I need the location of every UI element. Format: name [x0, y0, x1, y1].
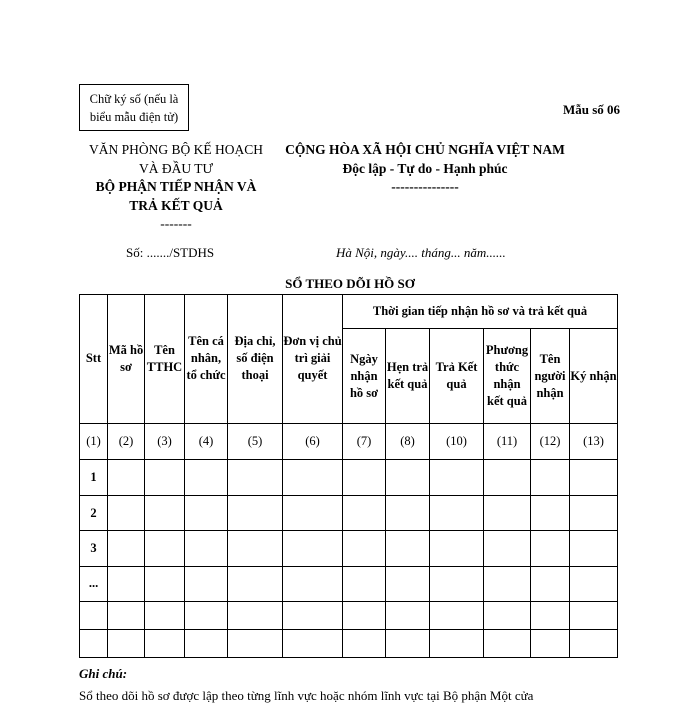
records-ledger-table [79, 294, 618, 658]
table-cell [343, 531, 386, 566]
table-cell [531, 602, 570, 630]
table-cell [145, 460, 185, 495]
agency-line4: TRẢ KẾT QUẢ [129, 197, 223, 213]
table-cell [283, 566, 343, 601]
table-cell [386, 460, 430, 495]
table-cell [430, 630, 484, 658]
header-ky-nhan: Ký nhận [570, 329, 618, 424]
table-cell [343, 602, 386, 630]
table-cell [228, 531, 283, 566]
col-number: (2) [108, 423, 145, 460]
table-cell [386, 531, 430, 566]
table-row [80, 630, 618, 658]
table-cell [145, 495, 185, 530]
col-number: (5) [228, 423, 283, 460]
header-tra-ket-qua: Trả Kết quả [430, 329, 484, 424]
table-cell [531, 495, 570, 530]
signature-box-line1: Chữ ký số (nếu là [89, 91, 179, 106]
row-label: ... [80, 566, 108, 601]
row-label: 1 [80, 460, 108, 495]
table-cell [386, 566, 430, 601]
document-title: SỔ THEO DÕI HỒ SƠ [285, 276, 415, 291]
table-cell [343, 630, 386, 658]
col-number: (7) [343, 423, 386, 460]
document-number: Số: ......./STDHS [126, 245, 215, 260]
table-cell [185, 630, 228, 658]
agency-divider: ------- [160, 216, 192, 231]
table-row [80, 531, 618, 566]
table-cell [108, 630, 145, 658]
table-cell [570, 566, 618, 601]
table-row [80, 602, 618, 630]
table-cell [386, 602, 430, 630]
col-number: (1) [80, 423, 108, 460]
table-cell [484, 602, 531, 630]
table-row [80, 566, 618, 601]
col-number: (13) [570, 423, 618, 460]
table-cell [484, 460, 531, 495]
table-cell [108, 460, 145, 495]
table-cell [108, 531, 145, 566]
table-cell [283, 630, 343, 658]
table-cell [484, 531, 531, 566]
table-cell [570, 460, 618, 495]
nation-motto: Độc lập - Tự do - Hạnh phúc [342, 160, 508, 176]
nation-name: CỘNG HÒA XÃ HỘI CHỦ NGHĨA VIỆT NAM [285, 142, 565, 157]
col-number: (10) [430, 423, 484, 460]
agency-line1: VĂN PHÒNG BỘ KẾ HOẠCH [88, 142, 263, 157]
table-cell [145, 602, 185, 630]
table-cell [108, 566, 145, 601]
digital-signature-box [79, 84, 189, 131]
table-cell [283, 495, 343, 530]
column-number-row [80, 423, 618, 460]
header-don-vi: Đơn vị chủ trì giải quyết [283, 295, 343, 424]
table-cell [430, 566, 484, 601]
header-time-group: Thời gian tiếp nhận hồ sơ và trả kết quả [343, 295, 618, 329]
col-number: (12) [531, 423, 570, 460]
table-row [80, 460, 618, 495]
table-cell [386, 495, 430, 530]
table-cell [145, 531, 185, 566]
form-number: Mẫu số 06 [562, 102, 620, 117]
note-heading: Ghi chú: [79, 666, 128, 681]
header-ngay-nhan: Ngày nhận hồ sơ [343, 329, 386, 424]
table-cell [185, 531, 228, 566]
table-cell [283, 602, 343, 630]
table-row [80, 495, 618, 530]
agency-line3: BỘ PHẬN TIẾP NHẬN VÀ [95, 179, 257, 194]
table-cell [185, 495, 228, 530]
table-cell [228, 460, 283, 495]
table-cell [343, 566, 386, 601]
col-number: (4) [185, 423, 228, 460]
table-cell [430, 602, 484, 630]
table-cell [108, 602, 145, 630]
table-cell [343, 495, 386, 530]
col-number: (11) [484, 423, 531, 460]
table-cell [484, 566, 531, 601]
table-cell [531, 566, 570, 601]
col-number: (8) [386, 423, 430, 460]
table-cell [228, 630, 283, 658]
nation-divider: --------------- [391, 179, 459, 194]
table-cell [484, 630, 531, 658]
table-cell [531, 531, 570, 566]
table-cell [570, 630, 618, 658]
header-phuong-thuc: Phương thức nhận kết quả [484, 329, 531, 424]
col-number: (6) [283, 423, 343, 460]
table-cell [570, 602, 618, 630]
header-ten-nguoi-nhan: Tên người nhận [531, 329, 570, 424]
table-cell [283, 460, 343, 495]
row-label: 3 [80, 531, 108, 566]
header-ma-ho-so: Mã hồ sơ [108, 295, 145, 424]
header-hen-tra: Hẹn trả kết quả [386, 329, 430, 424]
national-heading [275, 141, 575, 197]
row-label [80, 630, 108, 658]
table-cell [570, 531, 618, 566]
header-ten-tthc: Tên TTHC [145, 295, 185, 424]
agency-line2: VÀ ĐẦU TƯ [139, 160, 213, 176]
table-cell [386, 630, 430, 658]
issuing-agency [78, 141, 274, 234]
table-cell [531, 460, 570, 495]
table-cell [430, 495, 484, 530]
header-stt: Stt [80, 295, 108, 424]
table-cell [185, 460, 228, 495]
table-cell [108, 495, 145, 530]
table-cell [185, 566, 228, 601]
header-dia-chi: Địa chỉ, số điện thoại [228, 295, 283, 424]
table-cell [430, 460, 484, 495]
header-ten-ca-nhan: Tên cá nhân, tổ chức [185, 295, 228, 424]
table-cell [430, 531, 484, 566]
table-cell [283, 531, 343, 566]
table-cell [570, 495, 618, 530]
table-cell [484, 495, 531, 530]
note-text: Sổ theo dõi hồ sơ được lập theo từng lĩnh vực hoặc nhóm lĩnh vực tại Bộ phận Một cửa [79, 688, 534, 703]
col-number: (3) [145, 423, 185, 460]
row-label [80, 602, 108, 630]
table-cell [145, 630, 185, 658]
table-cell [343, 460, 386, 495]
table-cell [228, 602, 283, 630]
signature-box-line2: biểu mẫu điện tử) [89, 109, 179, 124]
row-label: 2 [80, 495, 108, 530]
table-cell [228, 566, 283, 601]
date-line: Hà Nội, ngày.... tháng... năm...... [336, 245, 506, 260]
table-cell [531, 630, 570, 658]
table-cell [228, 495, 283, 530]
table-cell [185, 602, 228, 630]
table-cell [145, 566, 185, 601]
